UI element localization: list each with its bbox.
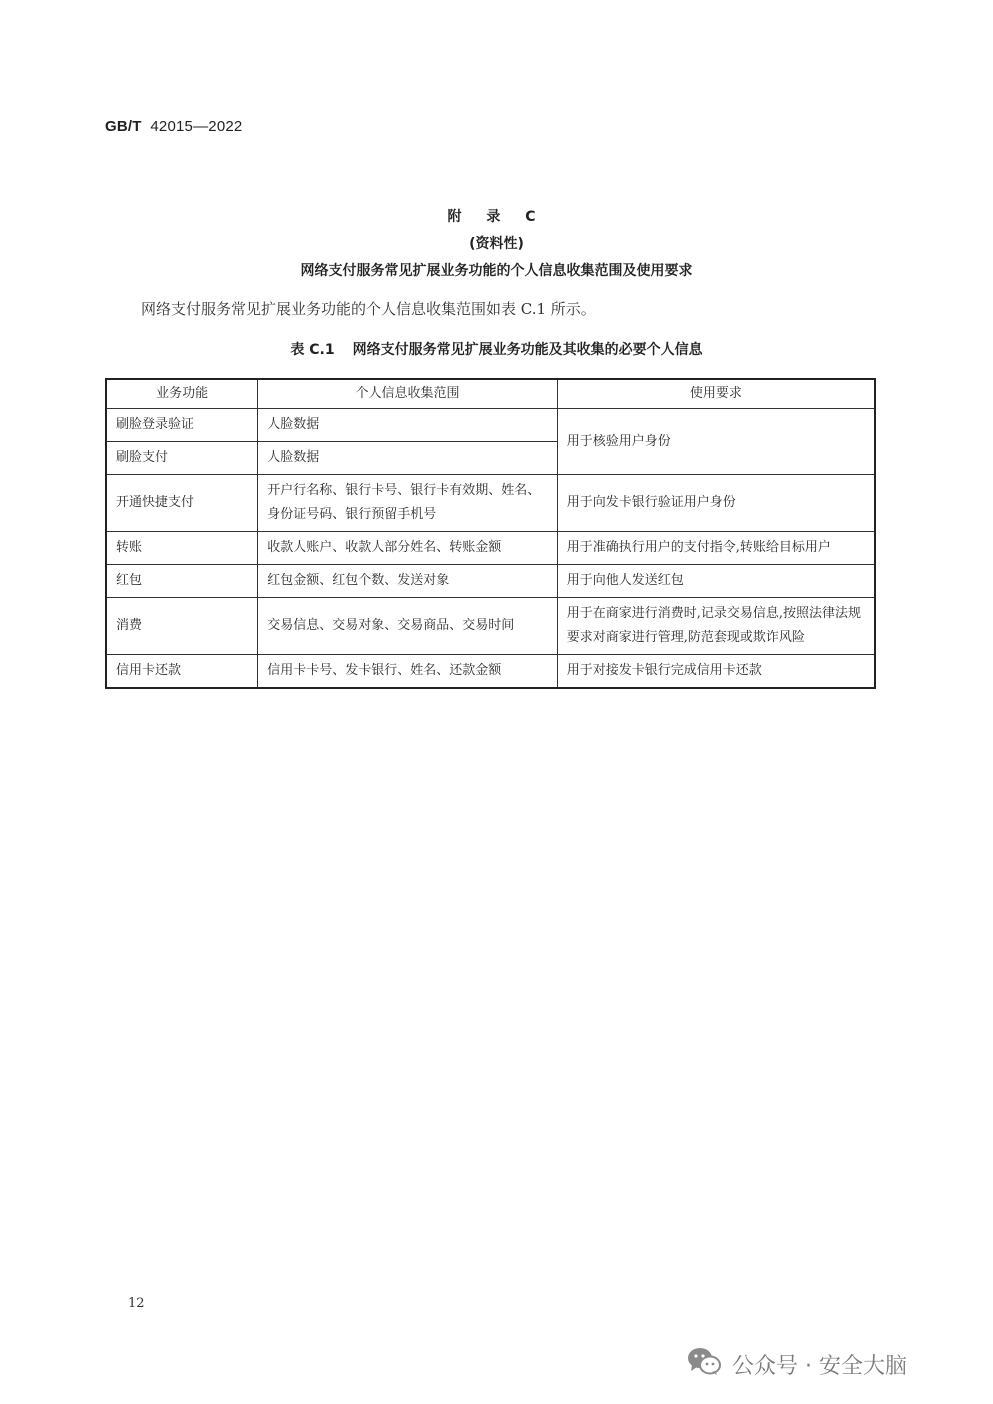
cell-function: 开通快捷支付: [106, 475, 258, 532]
table-row: [106, 565, 875, 598]
cell-scope: 红包金额、红包个数、发送对象: [258, 565, 557, 598]
table-row: [106, 409, 875, 442]
cell-function: 刷脸支付: [106, 442, 258, 475]
cell-scope: 人脸数据: [258, 409, 557, 442]
standard-code-prefix: GB/T: [105, 118, 142, 135]
cell-scope: 交易信息、交易对象、交易商品、交易时间: [258, 598, 557, 655]
appendix-nature: (资料性): [469, 236, 524, 252]
cell-scope: 人脸数据: [258, 442, 557, 475]
cell-usage: 用于在商家进行消费时,记录交易信息,按照法律法规要求对商家进行管理,防范套现或欺诈风险: [557, 598, 875, 655]
cell-function: 消费: [106, 598, 258, 655]
table-caption: [0, 339, 993, 359]
cell-usage: 用于向他人发送红包: [557, 565, 875, 598]
cell-function: 信用卡还款: [106, 655, 258, 689]
table-header-row: [106, 379, 875, 409]
cell-function: 转账: [106, 532, 258, 565]
watermark-text: 公众号 · 安全大脑: [732, 1353, 907, 1379]
table-title: 网络支付服务常见扩展业务功能及其收集的必要个人信息: [352, 342, 703, 358]
standard-code-number: 42015—2022: [150, 118, 243, 135]
cell-usage: 用于核验用户身份: [557, 409, 875, 475]
intro-paragraph: 网络支付服务常见扩展业务功能的个人信息收集范围如表 C.1 所示。: [141, 300, 596, 318]
cell-scope: 开户行名称、银行卡号、银行卡有效期、姓名、身份证号码、银行预留手机号: [258, 475, 557, 532]
cell-scope: 信用卡卡号、发卡银行、姓名、还款金额: [258, 655, 557, 689]
table-row: [106, 655, 875, 689]
table-row: [106, 598, 875, 655]
table-row: [106, 532, 875, 565]
standard-code: [105, 118, 242, 135]
appendix-title: 附 录 C: [447, 209, 546, 225]
header-scope: 个人信息收集范围: [258, 379, 557, 409]
appendix-heading: 网络支付服务常见扩展业务功能的个人信息收集范围及使用要求: [300, 263, 693, 279]
cell-scope: 收款人账户、收款人部分姓名、转账金额: [258, 532, 557, 565]
page-number: 12: [128, 1296, 145, 1311]
table-row: [106, 475, 875, 532]
cell-usage: 用于向发卡银行验证用户身份: [557, 475, 875, 532]
cell-function: 红包: [106, 565, 258, 598]
cell-function: 刷脸登录验证: [106, 409, 258, 442]
wechat-icon: [686, 1345, 732, 1383]
header-usage: 使用要求: [557, 379, 875, 409]
table-number: 表 C.1: [290, 342, 335, 358]
watermark: [686, 1344, 907, 1384]
cell-usage: 用于准确执行用户的支付指令,转账给目标用户: [557, 532, 875, 565]
cell-usage: 用于对接发卡银行完成信用卡还款: [557, 655, 875, 689]
header-function: 业务功能: [106, 379, 258, 409]
info-collection-table: [105, 378, 876, 689]
